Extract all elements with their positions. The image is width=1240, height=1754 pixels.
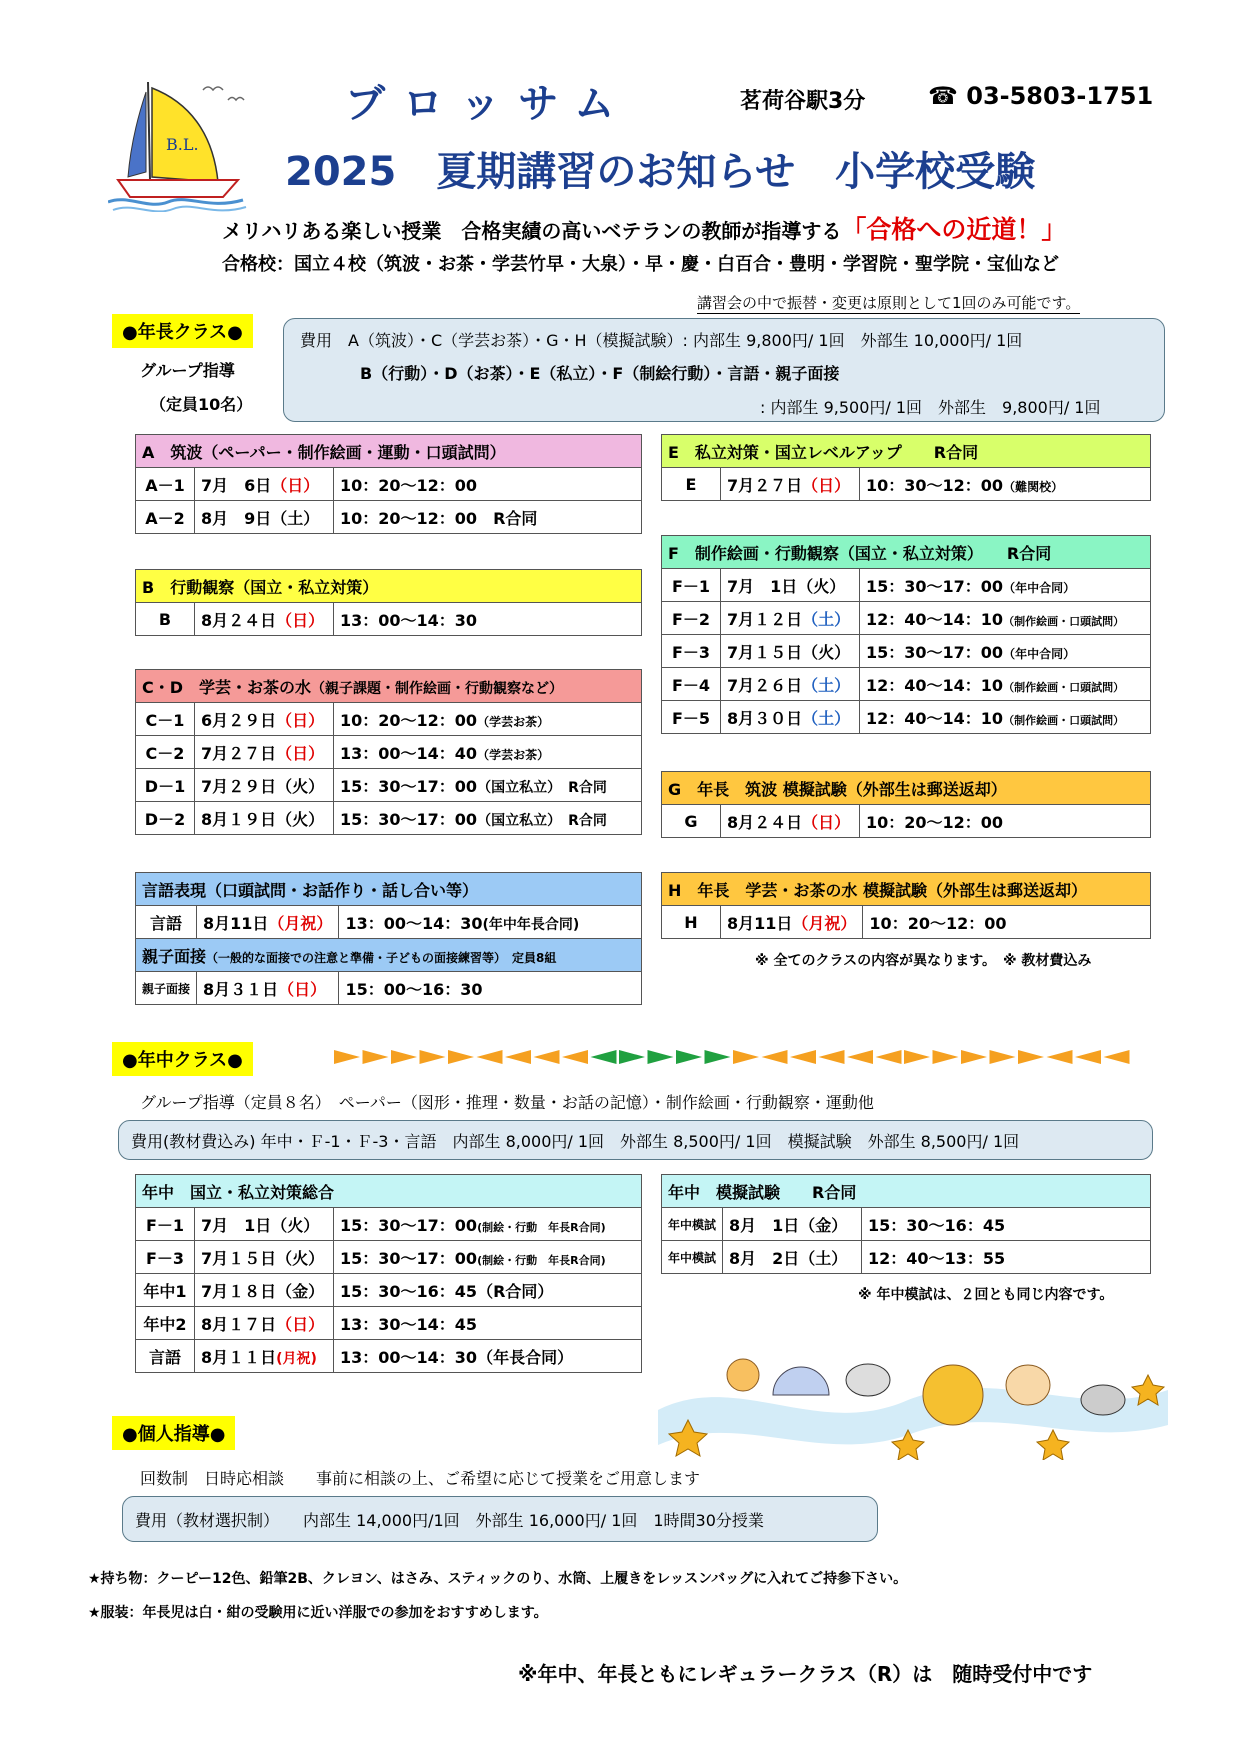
pennant-flag <box>562 1050 588 1064</box>
cell-time: 15：30～16：45 <box>340 1281 478 1301</box>
pennant-flag <box>676 1050 702 1064</box>
tagline-text: メリハリある楽しい授業 合格実績の高いベテランの教師が指導する <box>222 219 842 243</box>
pennant-flag <box>933 1050 959 1064</box>
clothing-note: ★服装：年長児は白・紺の受験用に近い洋服での参加をおすすめします。 <box>88 1605 548 1621</box>
nenchu-label: ●年中クラス● <box>112 1042 253 1076</box>
cell-note: （難関校） <box>1003 479 1064 494</box>
tagline-highlight: 「合格への近道！」 <box>841 215 1067 244</box>
page-title: 2025 夏期講習のお知らせ 小学校受験 <box>285 149 1036 195</box>
kojin-label: ●個人指導● <box>112 1416 235 1450</box>
cell-day: （土） <box>802 708 851 728</box>
table-row <box>136 1208 642 1241</box>
pennant-flag <box>819 1050 845 1064</box>
cell-date: 6月２９日 <box>201 710 277 730</box>
cell-time: 10：20～12：00 <box>334 468 642 501</box>
cell-time: 13：00～14：30 <box>334 603 642 636</box>
cell-time: 10：20～12：00 R合同 <box>334 501 642 534</box>
cell-note: (制絵・行動 年長R合同) <box>477 1220 606 1234</box>
pennant-flag <box>591 1050 617 1064</box>
cell-note: （年中合同） <box>1003 646 1076 661</box>
fee-line-1: 費用 A（筑波）・C（学芸お茶）・G・H（模擬試験）: 内部生 9,800円/ 1回 外部生 10,000円/ 1回 <box>300 331 1023 350</box>
table-f-header: F 制作絵画・行動観察（国立・私立対策） R合同 <box>662 536 1151 569</box>
table-row <box>662 701 1151 734</box>
cell-date: 7月１８日（金） <box>195 1274 334 1307</box>
nencho-group: グループ指導 <box>140 361 235 380</box>
station-info: 茗荷谷駅3分 <box>740 89 866 114</box>
table-row <box>662 635 1151 668</box>
cell-code: F－3 <box>136 1241 195 1274</box>
cell-time: 13：00～14：40 <box>340 743 478 763</box>
nenchu-fee: 費用(教材費込み) 年中・Ｆ-1・Ｆ-3・言語 内部生 8,000円/ 1回 外部生 8,500円/ 1回 模擬試験 外部生 8,500円/ 1回 <box>131 1132 1020 1151</box>
table-row <box>662 1241 1151 1274</box>
table-row <box>662 1208 1151 1241</box>
table-cd <box>135 669 642 835</box>
cell-day: （土） <box>802 609 851 629</box>
cell-day: （日） <box>276 610 325 630</box>
cell-time: 15：00～16：30 <box>339 972 642 1005</box>
cell-date: 7月２７日 <box>727 475 803 495</box>
cell-time: 10：20～12：00 <box>340 710 478 730</box>
table-row <box>136 1307 642 1340</box>
table-b <box>135 569 642 636</box>
pennant-flag <box>1104 1050 1130 1064</box>
cell-date: 7月１５日（火） <box>195 1241 334 1274</box>
cell-date: 8月11日 <box>727 913 793 933</box>
table-row <box>136 468 642 501</box>
cell-code: 年中模試 <box>662 1241 723 1274</box>
table-f <box>661 535 1151 734</box>
table-g-header: G 年長 筑波 模擬試験（外部生は郵送返却） <box>662 772 1151 805</box>
cell-day: （日） <box>276 710 325 730</box>
cell-note: （制作絵画・口頭試問） <box>1003 713 1125 727</box>
table-h <box>661 872 1151 939</box>
cell-note: （年中合同） <box>1003 580 1076 595</box>
table-nenchu-header: 年中 国立・私立対策総合 <box>136 1175 642 1208</box>
cell-time: 15：30～17：00 <box>866 576 1004 596</box>
logo-text: B.L. <box>166 135 199 154</box>
cell-date: 8月２４日 <box>727 812 803 832</box>
cell-day: （日） <box>802 812 851 832</box>
cell-day: （月祝） <box>792 913 857 933</box>
table-b-header: B 行動観察（国立・私立対策） <box>136 570 642 603</box>
table-a-header: A 筑波（ペーパー・制作絵画・運動・口頭試問） <box>136 435 642 468</box>
cell-code: F－3 <box>662 635 721 668</box>
cell-time: 12：40～14：10 <box>866 675 1004 695</box>
pennant-flag <box>534 1050 560 1064</box>
pennant-flag <box>1075 1050 1101 1064</box>
cell-date: 8月11日 <box>203 913 269 933</box>
pennant-flag <box>762 1050 788 1064</box>
cell-date: 7月２６日 <box>727 675 803 695</box>
cell-code: C－1 <box>136 703 195 736</box>
pennant-flag <box>505 1050 531 1064</box>
tagline <box>222 210 1066 246</box>
cell-code: B <box>136 603 195 636</box>
cell-note: （学芸お茶） <box>477 747 550 762</box>
shells-illustration <box>658 1350 1168 1460</box>
mock-footnote: ※ 年中模試は、２回とも同じ内容です。 <box>858 1287 1114 1303</box>
pennant-flag <box>961 1050 987 1064</box>
pennant-flag <box>363 1050 389 1064</box>
cell-code: 言語 <box>136 1340 195 1373</box>
table-gengo-header: 言語表現（口頭試問・お話作り・話し合い等） <box>136 873 642 906</box>
cell-note: （学芸お茶） <box>477 714 550 729</box>
table-g <box>661 771 1151 838</box>
nencho-fee-box <box>283 318 1165 422</box>
table-row <box>136 1340 642 1373</box>
oyako-header-sub: （一般的な面接での注意と準備・子どもの面接練習等） 定員8組 <box>206 950 557 965</box>
pennant-flag <box>448 1050 474 1064</box>
cell-note: （年長合同） <box>477 1347 574 1367</box>
cell-date: 7月１２日 <box>727 609 803 629</box>
cell-code: G <box>662 805 721 838</box>
table-nenchu-mock <box>661 1174 1151 1274</box>
nencho-capacity: （定員10名） <box>150 395 253 414</box>
cell-day: （月祝） <box>268 913 333 933</box>
pennant-flag <box>705 1050 731 1064</box>
table-row <box>136 906 642 939</box>
cell-day: （日） <box>276 1314 325 1334</box>
cell-code: F－5 <box>662 701 721 734</box>
cell-code: 親子面接 <box>136 972 197 1005</box>
cell-time: 10：20～12：00 <box>860 805 1151 838</box>
table-row <box>662 805 1151 838</box>
cell-note: （R合同） <box>477 1281 554 1301</box>
cell-day: （日） <box>278 979 327 999</box>
table-e <box>661 434 1151 501</box>
regular-class-note: ※年中、年長ともにレギュラークラス（R）は 随時受付中です <box>518 1662 1093 1686</box>
cell-code: F－4 <box>662 668 721 701</box>
table-row <box>662 668 1151 701</box>
cell-day: （日） <box>276 743 325 763</box>
all-class-footnote: ※ 全てのクラスの内容が異なります。 ※ 教材費込み <box>755 953 1092 969</box>
cell-time: 12：40～14：10 <box>866 708 1004 728</box>
table-row <box>662 569 1151 602</box>
pennant-flag <box>1018 1050 1044 1064</box>
cell-date: 8月 2日（土） <box>723 1241 862 1274</box>
cell-date: 7月２９日（火） <box>195 769 334 802</box>
passed-schools: 合格校：国立４校（筑波・お茶・学芸竹早・大泉）・早・慶・白百合・豊明・学習院・聖学院・宝仙など <box>222 254 1059 275</box>
cell-note: （国立私立） R合同 <box>477 812 607 829</box>
pennant-flag <box>619 1050 645 1064</box>
kojin-fee-box <box>122 1496 878 1542</box>
nenchu-fee-box <box>118 1120 1153 1160</box>
cell-day: （土） <box>802 675 851 695</box>
cell-day: （日） <box>271 475 320 495</box>
table-e-header: E 私立対策・国立レベルアップ R合同 <box>662 435 1151 468</box>
table-nenchu <box>135 1174 642 1373</box>
table-row <box>136 703 642 736</box>
cell-date: 8月２４日 <box>201 610 277 630</box>
cell-code: 言語 <box>136 906 197 939</box>
cell-date: 7月２７日 <box>201 743 277 763</box>
table-row <box>136 769 642 802</box>
cell-time: 12：40～14：10 <box>866 609 1004 629</box>
cell-time: 12：40～13：55 <box>862 1241 1151 1274</box>
oyako-header-text: 親子面接 <box>142 946 207 966</box>
cell-code: F－2 <box>662 602 721 635</box>
oyako-header <box>136 939 642 972</box>
cell-date: 7月 6日 <box>201 475 272 495</box>
cell-code: 年中模試 <box>662 1208 723 1241</box>
cell-note: (制絵・行動 年長R合同) <box>477 1253 606 1267</box>
table-row <box>136 736 642 769</box>
table-cd-header <box>136 670 642 703</box>
transfer-notice: 講習会の中で振替・変更は原則として1回のみ可能です。 <box>697 294 1081 312</box>
kojin-fee: 費用（教材選択制） 内部生 14,000円/1回 外部生 16,000円/ 1回 1時間30分授業 <box>135 1511 764 1530</box>
pennant-flag <box>420 1050 446 1064</box>
table-row <box>662 906 1151 939</box>
cell-date: 8月１１日 <box>201 1347 277 1367</box>
table-row <box>136 501 642 534</box>
cell-date: 8月３１日 <box>203 979 279 999</box>
cell-date: 8月３０日 <box>727 708 803 728</box>
cell-date: 8月１９日（火） <box>195 802 334 835</box>
table-row <box>136 1274 642 1307</box>
cell-time: 15：30～17：00 <box>340 776 478 796</box>
pennant-flag <box>790 1050 816 1064</box>
cell-date: 7月 1日（火） <box>195 1208 334 1241</box>
nencho-label: ●年長クラス● <box>112 314 253 348</box>
table-h-header: H 年長 学芸・お茶の水 模擬試験（外部生は郵送返却） <box>662 873 1151 906</box>
cell-date: 7月１５日（火） <box>721 635 860 668</box>
cell-code: A－2 <box>136 501 195 534</box>
fee-line-2: B（行動）・D（お茶）・E（私立）・F（制絵行動）・言語・親子面接 <box>360 364 840 383</box>
cell-time: 15：30～17：00 <box>340 1248 478 1268</box>
cell-time: 15：30～17：00 <box>340 1215 478 1235</box>
brand-name: ブロッサム <box>345 81 633 127</box>
pennant-flag <box>648 1050 674 1064</box>
nenchu-desc: グループ指導（定員８名） ペーパー（図形・推理・数量・お話の記憶）・制作絵画・行動観察・運動他 <box>140 1093 874 1112</box>
table-row <box>136 802 642 835</box>
cell-code: 年中2 <box>136 1307 195 1340</box>
table-row <box>136 1241 642 1274</box>
cell-date: 7月 1日（火） <box>721 569 860 602</box>
cell-time: 13：00～14：30 <box>345 913 483 933</box>
table-row <box>136 972 642 1005</box>
table-nenchu-mock-header: 年中 模擬試験 R合同 <box>662 1175 1151 1208</box>
table-gengo <box>135 872 642 1005</box>
cell-note: (年中年長合同) <box>482 916 580 933</box>
pennant-flag <box>391 1050 417 1064</box>
cell-time: 10：20～12：00 <box>863 906 1151 939</box>
pennant-flag <box>990 1050 1016 1064</box>
kojin-desc: 回数制 日時応相談 事前に相談の上、ご希望に応じて授業をご用意します <box>140 1469 701 1488</box>
cell-date: 8月 9日（土） <box>195 501 334 534</box>
pennant-flag <box>334 1050 360 1064</box>
cell-code: D－1 <box>136 769 195 802</box>
pennant-flag <box>876 1050 902 1064</box>
cell-code: H <box>662 906 721 939</box>
phone-number[interactable]: ☎ 03-5803-1751 <box>928 82 1154 110</box>
cell-day: (月祝) <box>276 1350 317 1367</box>
table-row <box>662 602 1151 635</box>
cell-day: （日） <box>802 475 851 495</box>
table-cd-header-sub: （親子課題・制作絵画・行動観察など） <box>311 680 564 697</box>
cell-date: 8月 1日（金） <box>723 1208 862 1241</box>
cell-time: 10：30～12：00 <box>866 475 1004 495</box>
cell-time: 13：00～14：30 <box>340 1347 478 1367</box>
table-row <box>136 603 642 636</box>
cell-code: A－1 <box>136 468 195 501</box>
cell-time: 15：30～17：00 <box>340 809 478 829</box>
cell-code: D－2 <box>136 802 195 835</box>
cell-note: （制作絵画・口頭試問） <box>1003 614 1125 628</box>
table-cd-header-text: C・D 学芸・お茶の水 <box>142 677 312 697</box>
flag-garland <box>334 1047 1140 1067</box>
fee-line-3: : 内部生 9,500円/ 1回 外部生 9,800円/ 1回 <box>760 398 1101 417</box>
belongings-note: ★持ち物：クーピー12色、鉛筆2B、クレヨン、はさみ、スティックのり、水筒、上履きをレッスンバッグに入れてご持参下さい。 <box>88 1571 908 1587</box>
cell-code: C－2 <box>136 736 195 769</box>
pennant-flag <box>733 1050 759 1064</box>
sailboat-logo <box>108 72 248 212</box>
cell-time: 13：30～14：45 <box>334 1307 642 1340</box>
cell-code: F－1 <box>662 569 721 602</box>
pennant-flag <box>477 1050 503 1064</box>
cell-note: （制作絵画・口頭試問） <box>1003 680 1125 694</box>
cell-code: 年中1 <box>136 1274 195 1307</box>
cell-code: E <box>662 468 721 501</box>
pennant-flag <box>847 1050 873 1064</box>
cell-time: 15：30～17：00 <box>866 642 1004 662</box>
table-row <box>662 468 1151 501</box>
pennant-flag <box>1047 1050 1073 1064</box>
cell-code: F－1 <box>136 1208 195 1241</box>
cell-date: 8月１７日 <box>201 1314 277 1334</box>
cell-note: （国立私立） R合同 <box>477 779 607 796</box>
table-a <box>135 434 642 534</box>
cell-time: 15：30～16：45 <box>862 1208 1151 1241</box>
pennant-flag <box>904 1050 930 1064</box>
